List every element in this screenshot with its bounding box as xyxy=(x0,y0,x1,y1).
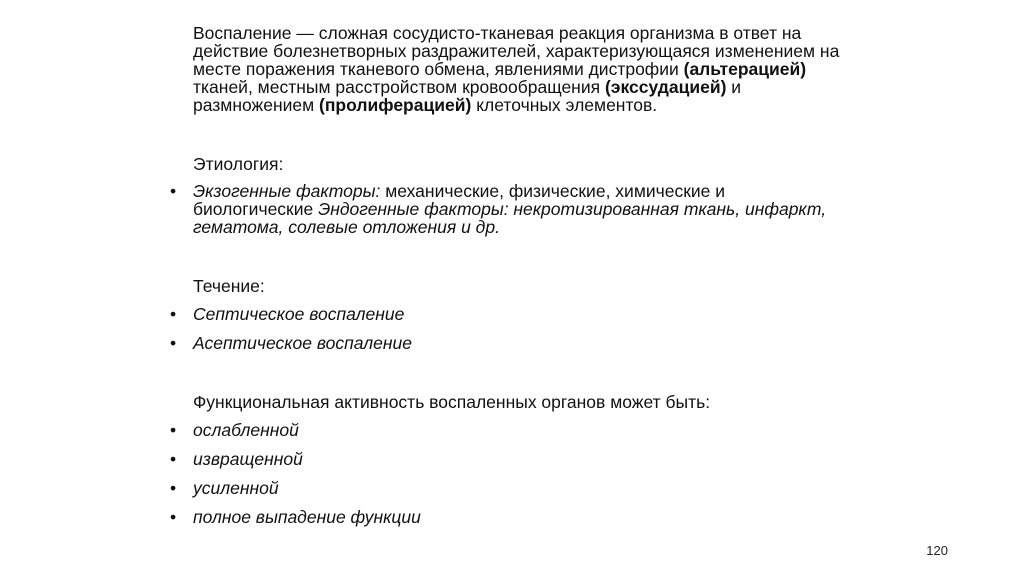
bullet-icon: • xyxy=(170,333,177,353)
function-item-label: извращенной xyxy=(193,449,303,469)
course-item-label: Асептическое воспаление xyxy=(193,333,412,353)
function-item-label: ослабленной xyxy=(193,420,299,440)
bullet-icon: • xyxy=(170,478,177,498)
etiology-item xyxy=(170,182,850,236)
course-item-septic xyxy=(170,304,850,325)
course-heading: Течение: xyxy=(193,276,265,296)
spacer xyxy=(170,114,850,154)
endogenous-text: некротизированная ткань, инфаркт, гематома, солевые отложения и др. xyxy=(193,199,827,237)
course-item-aseptic xyxy=(170,333,850,354)
bullet-icon: • xyxy=(170,304,177,324)
bullet-icon: • xyxy=(170,449,177,469)
slide-content xyxy=(170,24,850,536)
function-heading: Функциональная активность воспаленных органов может быть: xyxy=(193,392,711,412)
exogenous-label: Экзогенные факторы: xyxy=(193,181,381,201)
definition-paragraph xyxy=(170,24,850,114)
function-item-enhanced xyxy=(170,478,850,499)
etiology-heading: Этиология: xyxy=(193,154,284,174)
course-item-label: Септическое воспаление xyxy=(193,304,405,324)
exogenous-text: механические, физические, химические и биологические xyxy=(193,181,726,219)
bullet-icon: • xyxy=(170,420,177,440)
spacer xyxy=(170,236,850,276)
spacer xyxy=(170,362,850,392)
bullet-icon: • xyxy=(170,181,177,201)
function-item-loss xyxy=(170,507,850,528)
proliferation-term: (пролиферацией) xyxy=(319,95,472,115)
definition-text-1: Воспаление — сложная сосудисто-тканевая реакция организма в ответ на действие болезнетворных раздражителей, характеризующаяся изменением на месте поражения тканевого обмена, явлениями дистрофии xyxy=(193,23,840,79)
bullet-icon: • xyxy=(170,507,177,527)
definition-text-4: клеточных элементов. xyxy=(471,95,658,115)
definition-text-2: тканей, местным расстройством кровообращения xyxy=(193,77,605,97)
exudation-term: (экссудацией) xyxy=(604,77,727,97)
alteration-term: (альтерацией) xyxy=(683,59,807,79)
endogenous-label: Эндогенные факторы: xyxy=(318,199,509,219)
function-item-label: полное выпадение функции xyxy=(193,507,421,527)
function-item-perverted xyxy=(170,449,850,470)
definition-text-3: и размножением xyxy=(193,77,742,115)
page-number: 120 xyxy=(926,543,948,558)
function-item-weakened xyxy=(170,420,850,441)
function-item-label: усиленной xyxy=(193,478,279,498)
